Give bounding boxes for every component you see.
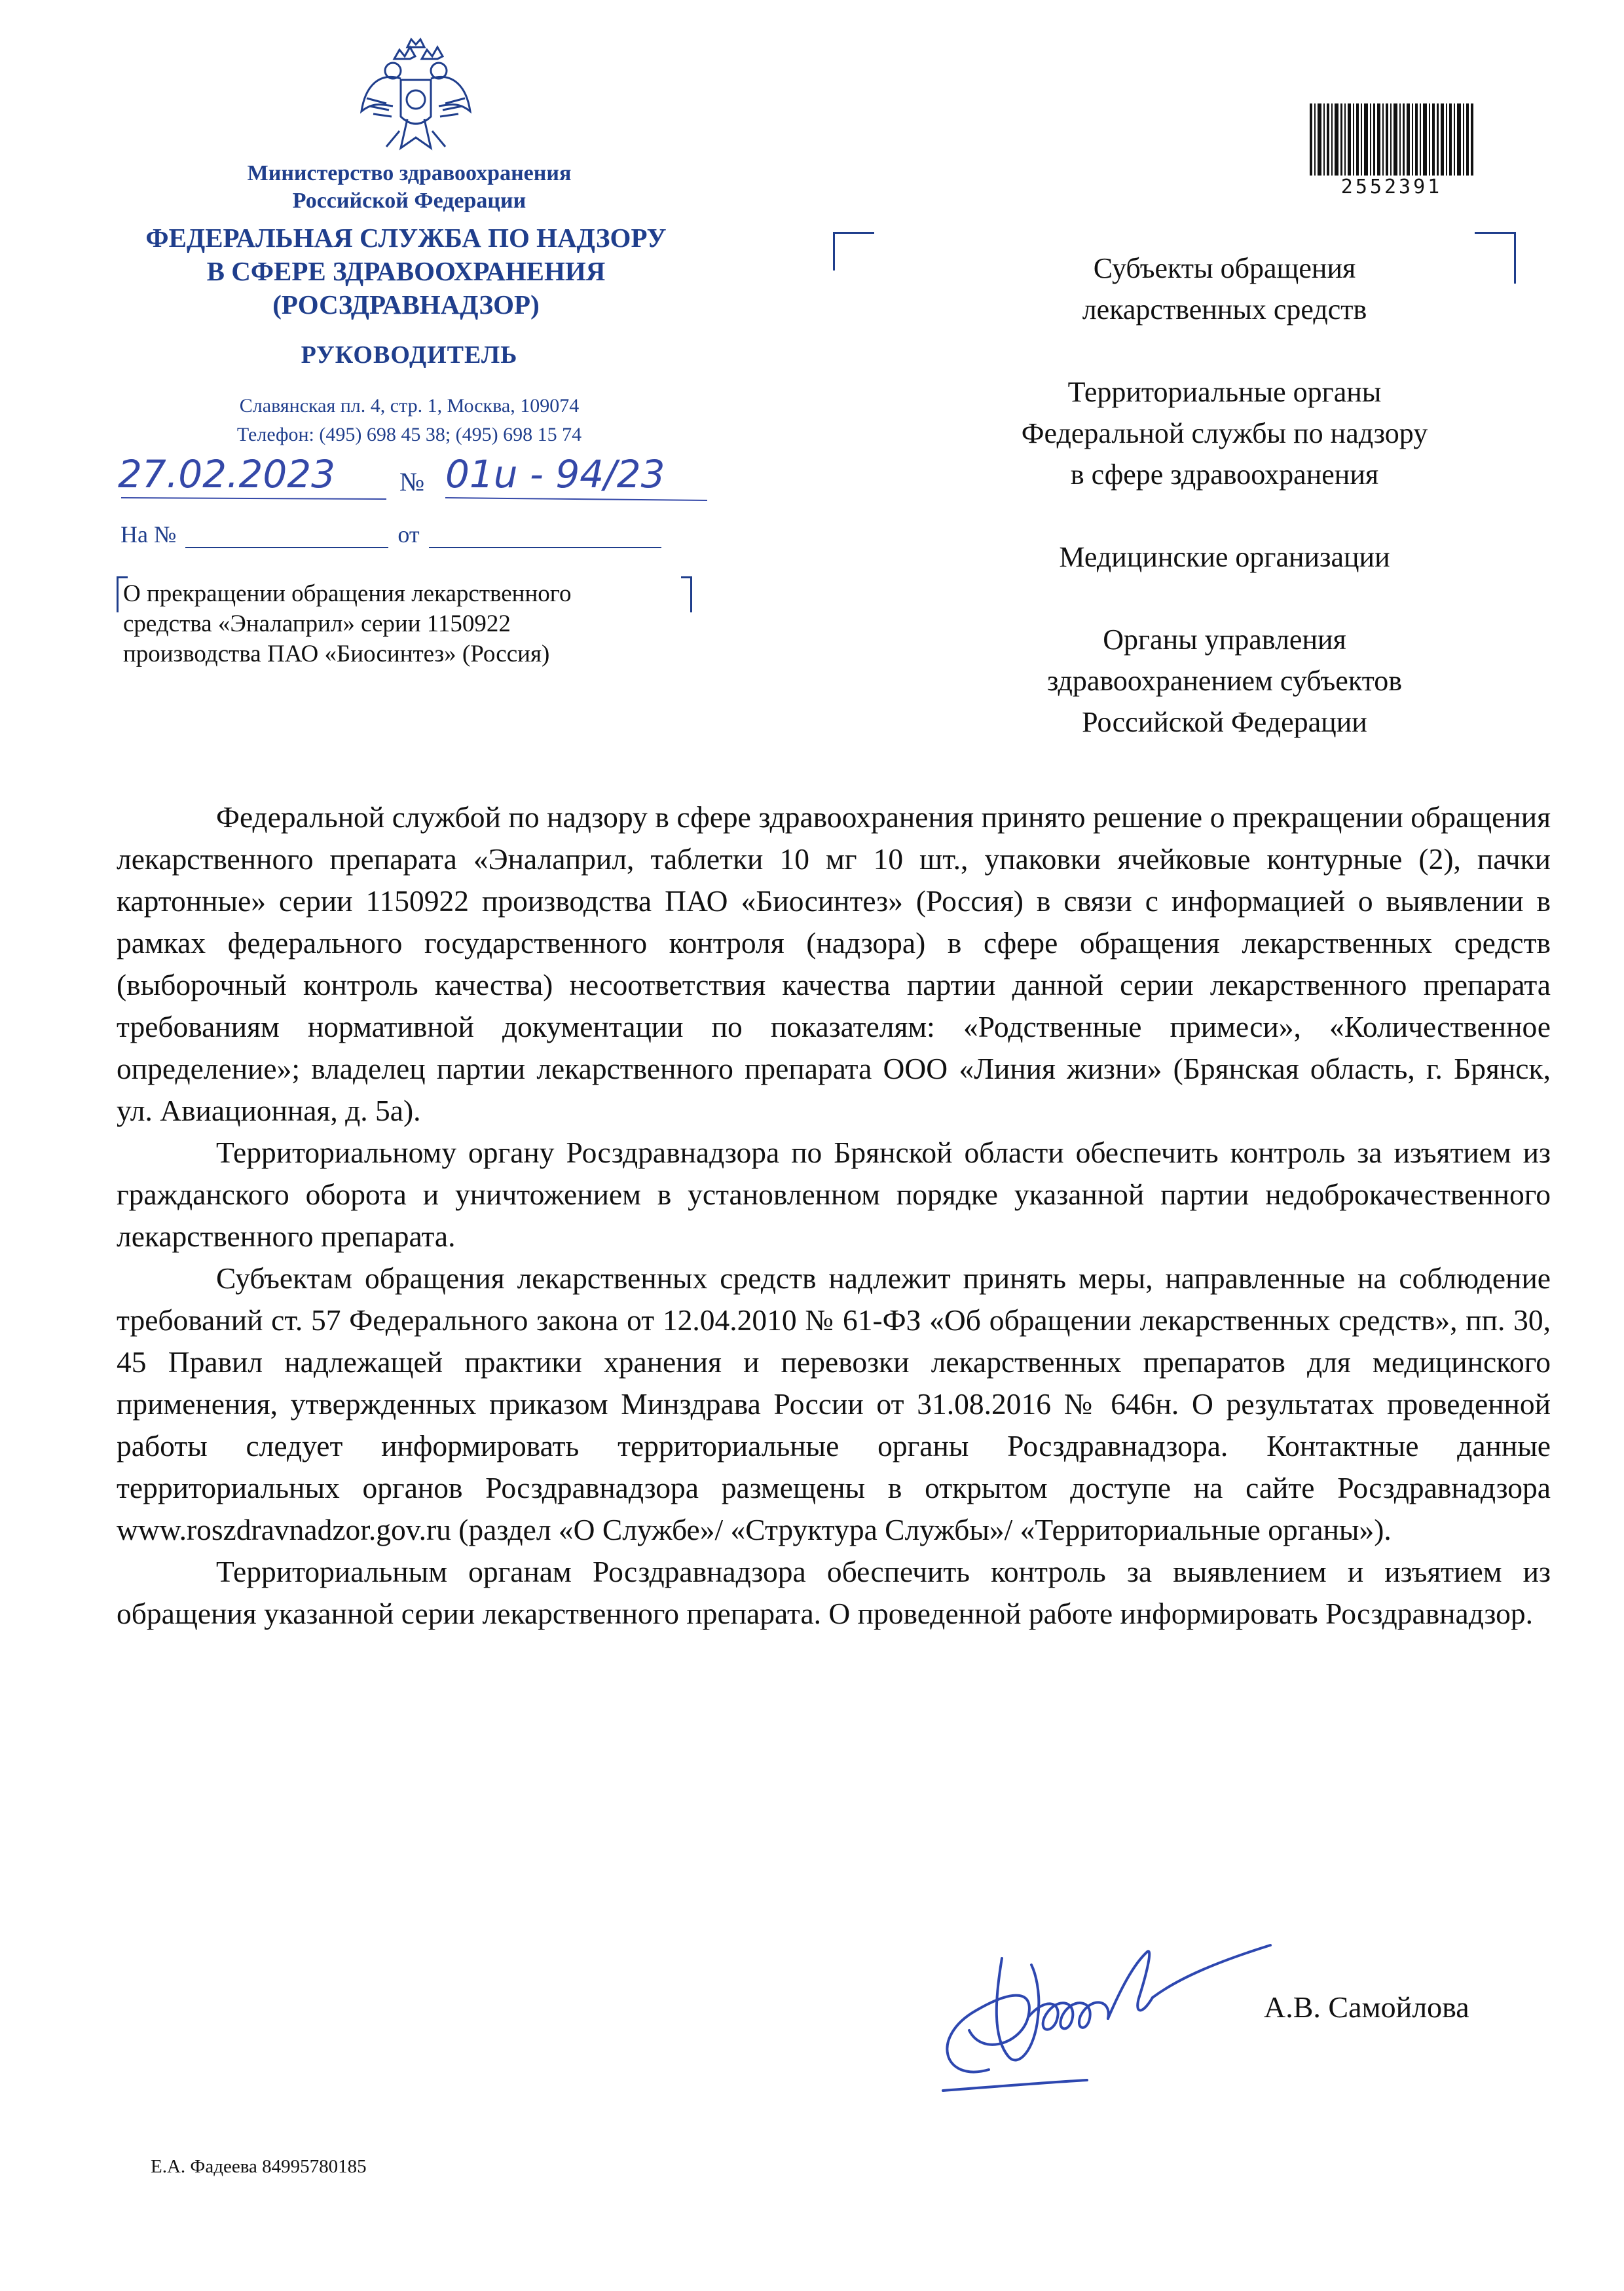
addressee-list <box>917 248 1532 784</box>
ref-date-blank <box>429 527 661 548</box>
date-underline <box>118 493 720 506</box>
signer-name: А.В. Самойлова <box>1264 1990 1469 2024</box>
addressee-bracket-left <box>833 232 874 270</box>
body-paragraph: Территориальному органу Росздравнадзора по Брянской области обеспечить контроль за изъятием из гражданского оборота и уничтожением в установленном порядке указанной партии недоброкачественного лекарственного препарата. <box>117 1136 1551 1253</box>
addressee-line: Субъекты обращения <box>1093 252 1356 284</box>
body-paragraph: Субъектам обращения лекарственных средств надлежит принять меры, направленные на соблюдение требований ст. 57 Федерального закона от 12.04.2010 № 61-ФЗ «Об обращении лекарственных средств», пп. 30, 45 Правил надлежащей практики хранения и перевозки лекарственных препаратов для медицинского применения, утвержденных приказом Минздрава России от 31.08.2016 № 646н. О результатах проведенной работы следует информировать территориальные органы Росздравнадзора. Контактные данные территориальных органов Росздравнадзора размещены в открытом доступе на сайте Росздравнадзора www.roszdravnadzor.gov.ru (раздел «О Службе»/ «Структура Службы»/ «Территориальные органы»). <box>117 1261 1551 1546</box>
number-sign: № <box>399 467 425 496</box>
barcode-number: 2552391 <box>1340 176 1443 198</box>
ref-number-blank <box>185 527 388 548</box>
addressee-line: Органы управления <box>1103 624 1346 656</box>
addressee-item <box>917 371 1532 495</box>
addressee-item <box>917 619 1532 743</box>
body-paragraph: Территориальным органам Росздравнадзора обеспечить контроль за выявлением и изъятием из обращения указанной серии лекарственного препарата. О проведенной работе информировать Росздравнадзор. <box>117 1555 1551 1630</box>
reference-line <box>120 521 697 548</box>
letter-body <box>117 796 1551 1635</box>
addressee-line: лекарственных средств <box>1082 293 1367 326</box>
body-paragraph: Федеральной службой по надзору в сфере здравоохранения принято решение о прекращении обращения лекарственного препарата «Эналаприл, таблетки 10 мг 10 шт., упаковки ячейковые контурные (2), пачки картонные» серии 1150922 производства ПАО «Биосинтез» (Россия) в связи с информацией о выявлении в рамках федерального государственного контроля (надзора) в сфере обращения лекарственных средств (выборочный контроль качества) несоответствия качества партии данной серии лекарственного препарата требованиям нормативной документации по показателям: «Родственные примеси», «Количественное определение»; владелец партии лекарственного препарата ООО «Линия жизни» (Брянская область, г. Брянск, ул. Авиационная, д. 5а). <box>117 800 1551 1127</box>
addressee-line: Российской Федерации <box>1082 706 1367 738</box>
registration-line <box>118 452 720 511</box>
addressee-item <box>917 536 1532 578</box>
addressee-line: Федеральной службы по надзору <box>1021 417 1428 449</box>
position-title: РУКОВОДИТЕЛЬ <box>301 341 518 369</box>
phone-numbers: Телефон: (495) 698 45 38; (495) 698 15 74 <box>236 424 582 445</box>
ref-number-label: На № <box>120 521 177 548</box>
contact-block <box>118 392 701 449</box>
ref-date-label: от <box>397 521 420 548</box>
handwritten-signature-icon <box>904 1919 1310 2102</box>
ministry-line-2: Российской Федерации <box>292 189 526 213</box>
executor-contact: Е.А. Фадеева 84995780185 <box>151 2156 367 2177</box>
service-line-2: В СФЕРЕ ЗДРАВООХРАНЕНИЯ <box>206 256 606 286</box>
subject-line-1: О прекращении обращения лекарственного <box>123 580 572 607</box>
addressee-item <box>917 248 1532 330</box>
addressee-line: в сфере здравоохранения <box>1070 458 1379 491</box>
postal-address: Славянская пл. 4, стр. 1, Москва, 109074 <box>239 395 580 417</box>
subject-line-3: производства ПАО «Биосинтез» (Россия) <box>123 641 550 667</box>
service-line-3: (РОСЗДРАВНАДЗОР) <box>272 289 540 320</box>
service-line-1: ФЕДЕРАЛЬНАЯ СЛУЖБА ПО НАДЗОРУ <box>145 223 667 253</box>
handwritten-date: 27.02.2023 <box>118 452 336 496</box>
barcode-icon <box>1310 103 1473 176</box>
addressee-line: Территориальные органы <box>1067 376 1382 408</box>
service-name <box>105 221 707 322</box>
addressee-line: Медицинские организации <box>1059 541 1390 573</box>
ministry-name <box>157 160 661 215</box>
subject-line-2: средства «Эналаприл» серии 1150922 <box>123 610 511 637</box>
handwritten-number: 01u - 94/23 <box>445 452 665 496</box>
coat-of-arms-icon <box>354 33 478 164</box>
addressee-line: здравоохранением субъектов <box>1046 665 1403 697</box>
ministry-line-1: Министерство здравоохранения <box>247 161 572 185</box>
subject-block <box>123 579 686 669</box>
